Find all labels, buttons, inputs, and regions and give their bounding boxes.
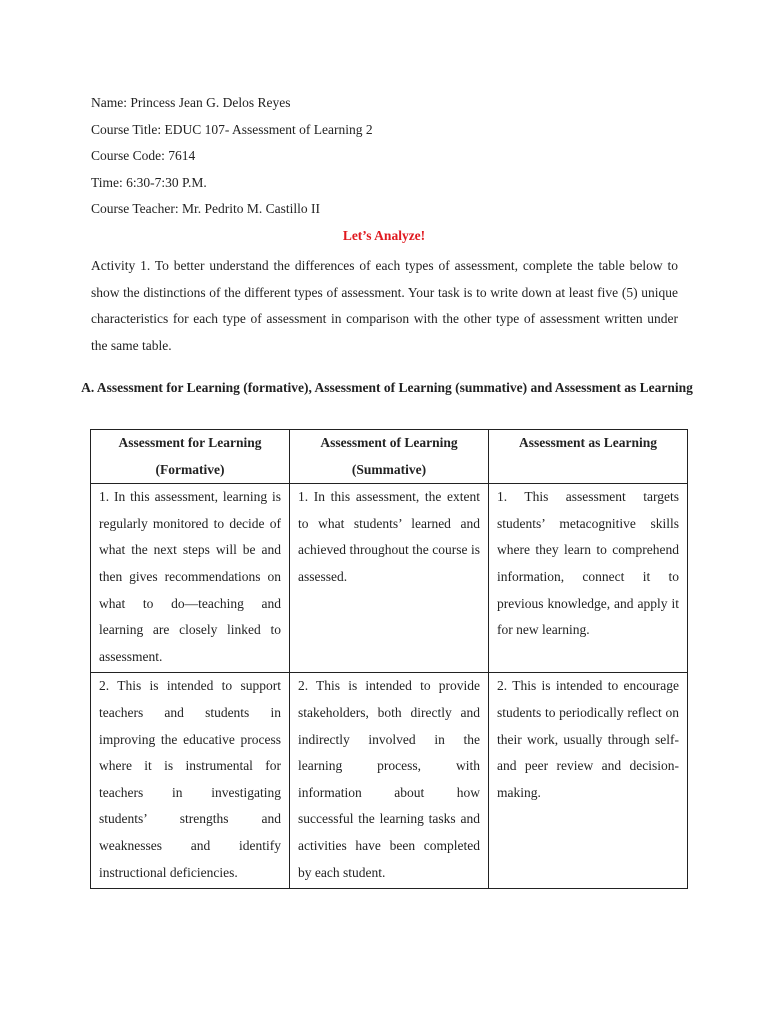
course-teacher: Course Teacher: Mr. Pedrito M. Castillo II [91, 201, 321, 216]
table-row [91, 673, 688, 889]
student-name: Name: Princess Jean G. Delos Reyes [91, 95, 291, 110]
course-title: Course Title: EDUC 107- Assessment of Learning 2 [91, 121, 373, 137]
header-summative-subtitle: (Summative) [351, 461, 427, 477]
table-cell: 2. This is intended to encourage students to periodically reflect on their work, usually through self- and peer review and decision-making. [489, 673, 688, 889]
table-header-row [91, 430, 688, 484]
student-info-block [91, 93, 691, 226]
header-summative-title: Assessment of Learning [320, 435, 458, 450]
course-code: Course Code: 7614 [91, 148, 196, 163]
header-summative [290, 430, 489, 484]
table-cell: 1. This assessment targets students’ metacognitive skills where they learn to comprehend information, connect it to previous knowledge, and apply it for new learning. [489, 484, 688, 673]
table-cell: 2. This is intended to support teachers and students in improving the educative process where it is instrumental for teachers in investigating students’ strengths and weaknesses and identify instructional deficiencies. [91, 673, 290, 889]
section-title: A. Assessment for Learning (formative), Assessment of Learning (summative) and Assessment as Learning [81, 380, 693, 395]
table-cell: 1. In this assessment, learning is regularly monitored to decide of what the next steps will be and then gives recommendations on what to do—teaching and learning are closely linked to assessment. [91, 484, 290, 673]
class-time: Time: 6:30-7:30 P.M. [91, 174, 207, 190]
header-as-learning-title: Assessment as Learning [518, 435, 657, 450]
header-formative-title: Assessment for Learning [118, 435, 262, 450]
header-formative [91, 430, 290, 484]
table-cell: 1. In this assessment, the extent to what students’ learned and achieved throughout the course is assessed. [290, 484, 489, 673]
table-row [91, 484, 688, 673]
header-formative-subtitle: (Formative) [155, 461, 225, 477]
assessment-comparison-table [90, 429, 688, 889]
table-cell: 2. This is intended to provide stakeholders, both directly and indirectly involved in the learning process, with information about how successful the learning tasks and activities have been completed by each student. [290, 673, 489, 889]
lets-analyze-heading: Let’s Analyze! [342, 228, 426, 243]
header-as-learning [489, 430, 688, 484]
activity-instructions: Activity 1. To better understand the differences of each types of assessment, complete the table below to show the distinctions of the different types of assessment. Your task is to write down at least five (5) unique characteristics for each type of assessment in comparison with the other type of assessment written under the same table. [91, 258, 678, 353]
